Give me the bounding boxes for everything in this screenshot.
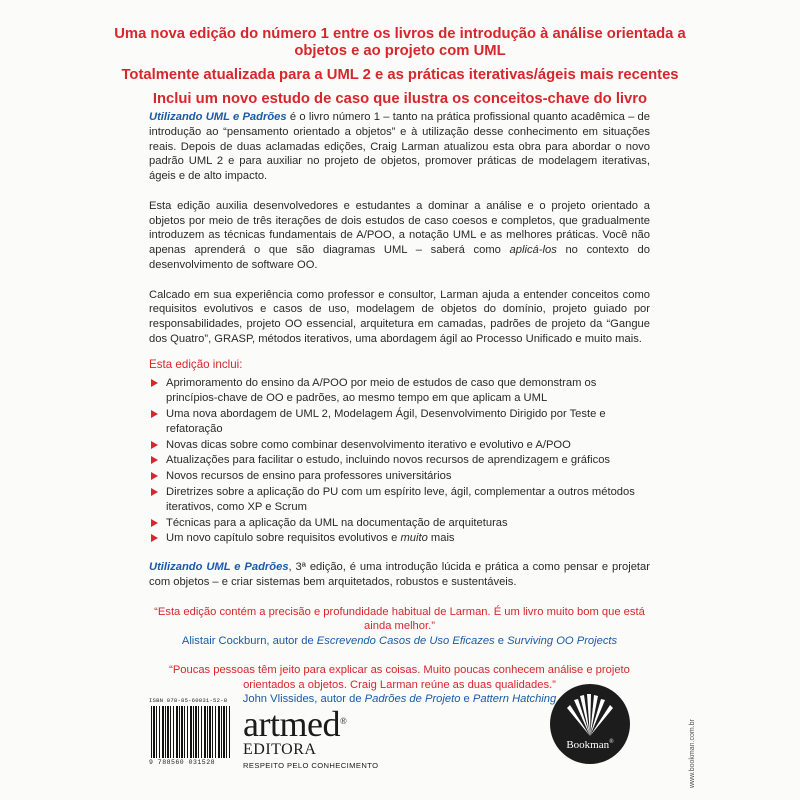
quote-attribution — [149, 634, 650, 649]
bookman-registered: ® — [609, 739, 614, 745]
list-item: Técnicas para a aplicação da UML na documentação de arquiteturas — [149, 516, 650, 531]
bookman-name: Bookman — [566, 739, 610, 751]
quote-text: “Poucas pessoas têm jeito para explicar as coisas. Muito poucas conhecem análise e projeto orientados a objetos. Craig Larman reúne as duas qualidades.” — [169, 663, 630, 691]
headline-1: Uma nova edição do número 1 entre os livros de introdução à análise orientada a objetos e ao projeto com UML — [114, 26, 686, 59]
paragraph-2-emphasis: aplicá-los — [509, 244, 557, 257]
list-item: Diretrizes sobre a aplicação do PU com um espírito leve, ágil, complementar a outros métodos iterativos, como XP e Scrum — [149, 485, 650, 515]
list-item-text: Um novo capítulo sobre requisitos evolutivos e — [166, 532, 401, 545]
paragraph-2-end: no contexto do desenvolvimento de software OO. — [149, 244, 650, 271]
artmed-wordmark: artmed — [243, 704, 340, 744]
list-item: Novas dicas sobre como combinar desenvolvimento iterativo e evolutivo e A/POO — [149, 438, 650, 453]
barcode-bars — [151, 706, 231, 758]
list-item: Aprimoramento do ensino da A/POO por meio de estudos de caso que demonstram os princípios-chave de OO e padrões, ao mesmo tempo em que aplicam a UML — [149, 376, 650, 406]
closing-text: , 3ª edição, é uma introdução lúcida e prática a como pensar e projetar com objetos – e criar sistemas bem arquitetados, robustos e sustentáveis. — [149, 561, 650, 588]
attribution-book-1: Escrevendo Casos de Uso Eficazes — [316, 635, 495, 648]
list-item-end: mais — [427, 532, 455, 545]
quote-cockburn — [149, 605, 650, 649]
list-item — [149, 531, 650, 546]
attribution-book-2: Pattern Hatching — [472, 693, 557, 706]
description-body — [149, 110, 650, 721]
list-item: Novos recursos de ensino para professores universitários — [149, 469, 650, 484]
barcode-number: 9 788560 031528 — [149, 759, 216, 766]
barcode — [149, 697, 231, 767]
website-vertical — [689, 700, 703, 800]
attribution-author: John Vlissides, autor de — [242, 693, 365, 706]
paragraph-2-text: Esta edição auxilia desenvolvedores e estudantes a dominar a análise e o projeto orientado a objetos por meio de três iterações de dois estudos de caso coesos e completos, que gradualmente introduzem as técnicas fundamentais de A/POO, a notação UML e as melhores práticas. Você não apenas aprenderá o que são diagramas UML – saberá como — [149, 199, 650, 257]
attribution-conj: e — [460, 693, 473, 706]
list-item-emphasis: muito — [400, 532, 428, 545]
includes-list — [149, 376, 650, 546]
artmed-editora: EDITORA — [243, 741, 317, 758]
includes-heading: Esta edição inclui: — [149, 357, 243, 371]
paragraph-2 — [149, 199, 650, 273]
attribution-book-2: Surviving OO Projects — [507, 635, 618, 648]
website-url: www.bookman.com.br — [689, 719, 696, 788]
headline-2: Totalmente atualizada para a UML 2 e as práticas iterativas/ágeis mais recentes — [121, 67, 679, 83]
registered-mark: ® — [339, 716, 347, 726]
artmed-tagline: RESPEITO PELO CONHECIMENTO — [243, 761, 379, 770]
closing-paragraph — [149, 560, 650, 590]
headline-block — [100, 26, 700, 108]
book-title: Utilizando UML e Padrões — [149, 111, 287, 123]
headline-3: Inclui um novo estudo de caso que ilustra os conceitos-chave do livro — [152, 91, 648, 107]
bookman-logo — [550, 684, 630, 764]
isbn-label: ISBN 978-85-60031-52-8 — [149, 697, 228, 704]
intro-text: é o livro número 1 – tanto na prática profissional quanto acadêmica – de introdução ao “pensamento orientado a objetos” e à utilização desse conhecimento em situações reais. Depois de duas aclamadas edições, Craig Larman atualizou esta obra para abordar o novo padrão UML 2 e para auxiliar no projeto de objetos, promover práticas de modelagem iterativas, ágeis e de alto impacto. — [149, 111, 650, 183]
attribution-book-1: Padrões de Projeto — [364, 693, 461, 706]
intro-paragraph — [149, 110, 650, 184]
book-fan-icon — [564, 692, 616, 738]
artmed-logo — [243, 704, 379, 770]
list-item: Atualizações para facilitar o estudo, incluindo novos recursos de aprendizagem e gráficos — [149, 453, 650, 468]
closing-book-title: Utilizando UML e Padrões — [149, 561, 289, 574]
attribution-conj: e — [494, 635, 508, 648]
paragraph-3: Calcado em sua experiência como professor e consultor, Larman ajuda a entender conceitos como requisitos evolutivos e casos de uso, modelagem de objetos do domínio, projeto guiado por responsabilidades, projeto OO essencial, arquitetura em camadas, padrões de projeto da “Gangue dos Quatro”, GRASP, métodos iterativos, uma abordagem ágil ao Processo Unificado e muito mais. — [149, 288, 650, 345]
list-item: Uma nova abordagem de UML 2, Modelagem Ágil, Desenvolvimento Dirigido por Teste e refatoração — [149, 407, 650, 437]
quote-text: “Esta edição contém a precisão e profundidade habitual de Larman. É um livro muito bom que está ainda melhor.” — [154, 605, 645, 633]
attribution-author: Alistair Cockburn, autor de — [181, 635, 317, 648]
